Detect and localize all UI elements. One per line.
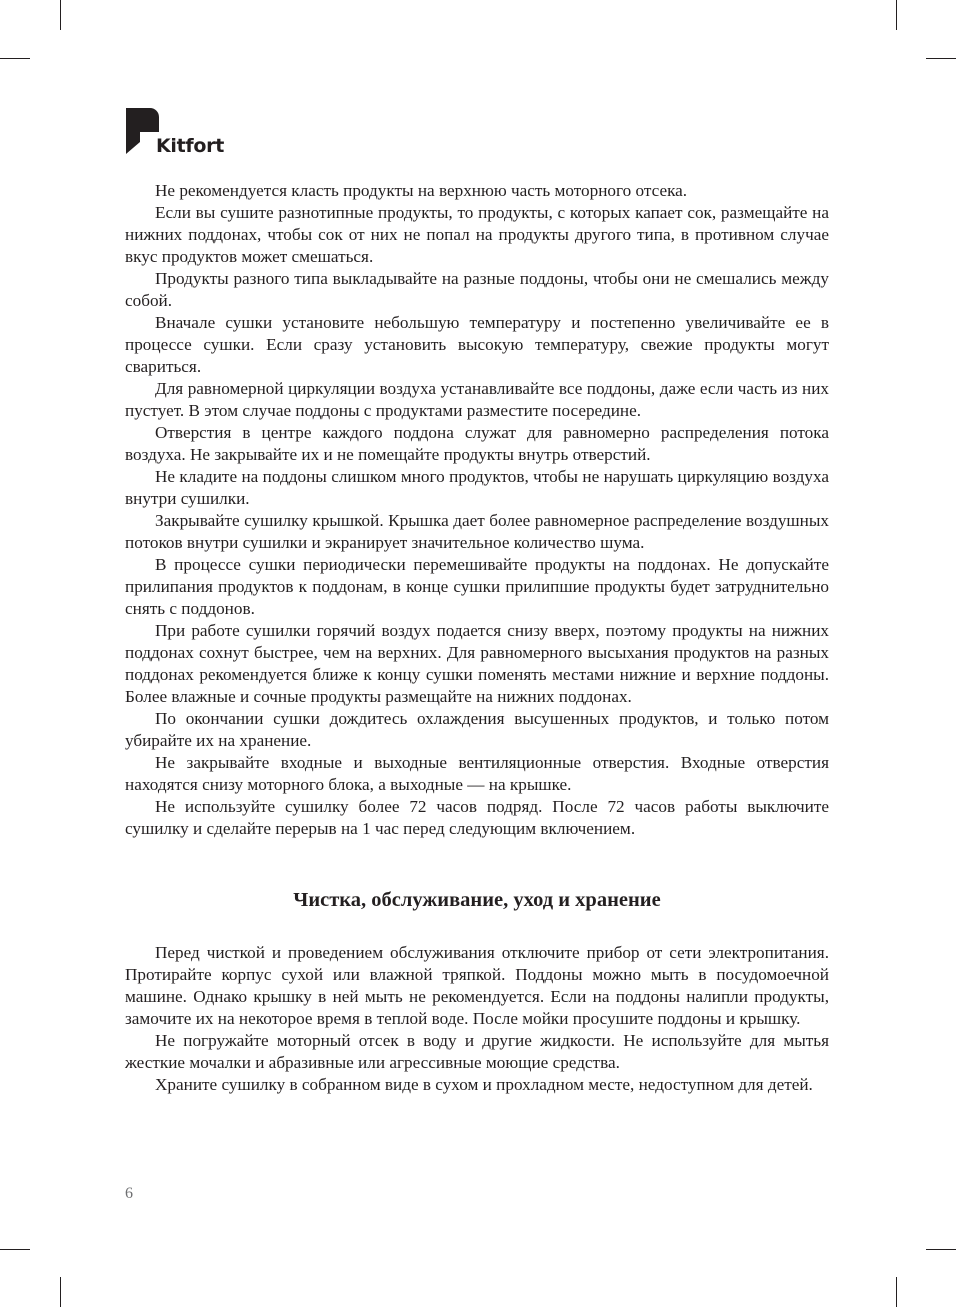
crop-mark-bottom-right-h bbox=[926, 1249, 956, 1250]
logo-text: Kitfort bbox=[156, 135, 224, 157]
paragraph: Для равномерной циркуляции воздуха устанавливайте все поддоны, даже если часть из них пустует. В этом случае поддоны с продуктами разместите посередине. bbox=[125, 379, 829, 420]
document-body bbox=[125, 180, 829, 1096]
paragraph: Не закрывайте входные и выходные вентиляционные отверстия. Входные отверстия находятся снизу моторного блока, а выходные — на крышке. bbox=[125, 753, 829, 794]
crop-mark-bottom-left bbox=[60, 1277, 61, 1307]
crop-mark-top-left-h bbox=[0, 58, 30, 59]
page-number: 6 bbox=[125, 1185, 133, 1202]
paragraph: Не погружайте моторный отсек в воду и другие жидкости. Не используйте для мытья жесткие мочалки и абразивные или агрессивные моющие средства. bbox=[125, 1031, 829, 1072]
paragraph: Не рекомендуется класть продукты на верхнюю часть моторного отсека. bbox=[155, 181, 688, 200]
section-heading: Чистка, обслуживание, уход и хранение bbox=[293, 889, 661, 911]
kitfort-logo-icon bbox=[126, 108, 160, 156]
paragraph: По окончании сушки дождитесь охлаждения высушенных продуктов, и только потом убирайте их на хранение. bbox=[125, 709, 829, 750]
paragraph: Если вы сушите разнотипные продукты, то продукты, с которых капает сок, размещайте на нижних поддонах, чтобы сок от них не попал на продукты другого типа, в противном случае вкус продуктов может смешаться. bbox=[125, 203, 829, 266]
paragraph: Продукты разного типа выкладывайте на разные поддоны, чтобы они не смешались между собой. bbox=[125, 269, 829, 310]
crop-mark-top-right bbox=[896, 0, 897, 30]
paragraph: При работе сушилки горячий воздух подается снизу вверх, поэтому продукты на нижних поддонах сохнут быстрее, чем на верхних. Для равномерного высыхания продуктов на разных поддонах рекомендуется ближе к концу сушки поменять местами нижние и верхние поддоны. Более влажные и сочные продукты размещайте на нижних поддонах. bbox=[125, 621, 829, 706]
paragraph: Не кладите на поддоны слишком много продуктов, чтобы не нарушать циркуляцию воздуха внутри сушилки. bbox=[125, 467, 829, 508]
crop-mark-bottom-left-h bbox=[0, 1249, 30, 1250]
paragraph: Отверстия в центре каждого поддона служат для равномерно распределения потока воздуха. Не закрывайте их и не помещайте продукты внутрь отверстий. bbox=[125, 423, 829, 464]
cleaning-section-paragraphs bbox=[125, 942, 829, 1096]
crop-mark-bottom-right bbox=[896, 1277, 897, 1307]
intro-paragraphs bbox=[125, 180, 829, 840]
paragraph: Перед чисткой и проведением обслуживания отключите прибор от сети электропитания. Протирайте корпус сухой или влажной тряпкой. Поддоны можно мыть в посудомоечной машине. Однако крышку в ней мыть не рекомендуется. Если на поддоны налипли продукты, замочите их на некоторое время в теплой воде. После мойки просушите поддоны и крышку. bbox=[125, 943, 829, 1028]
crop-mark-top-left bbox=[60, 0, 61, 30]
paragraph: Не используйте сушилку более 72 часов подряд. После 72 часов работы выключите сушилку и сделайте перерыв на 1 час перед следующим включением. bbox=[125, 797, 829, 838]
paragraph: Вначале сушки установите небольшую температуру и постепенно увеличивайте ее в процессе сушки. Если сразу установить высокую температуру, свежие продукты могут свариться. bbox=[125, 313, 829, 376]
paragraph: В процессе сушки периодически перемешивайте продукты на поддонах. Не допускайте прилипания продуктов к поддонам, в конце сушки прилипшие продукты будет затруднительно снять с поддонов. bbox=[125, 555, 829, 618]
paragraph: Храните сушилку в собранном виде в сухом и прохладном месте, недоступном для детей. bbox=[155, 1075, 813, 1094]
paragraph: Закрывайте сушилку крышкой. Крышка дает более равномерное распределение воздушных потоков внутри сушилки и экранирует значительное количество шума. bbox=[125, 511, 829, 552]
kitfort-logo bbox=[126, 108, 226, 158]
crop-mark-top-right-h bbox=[926, 58, 956, 59]
